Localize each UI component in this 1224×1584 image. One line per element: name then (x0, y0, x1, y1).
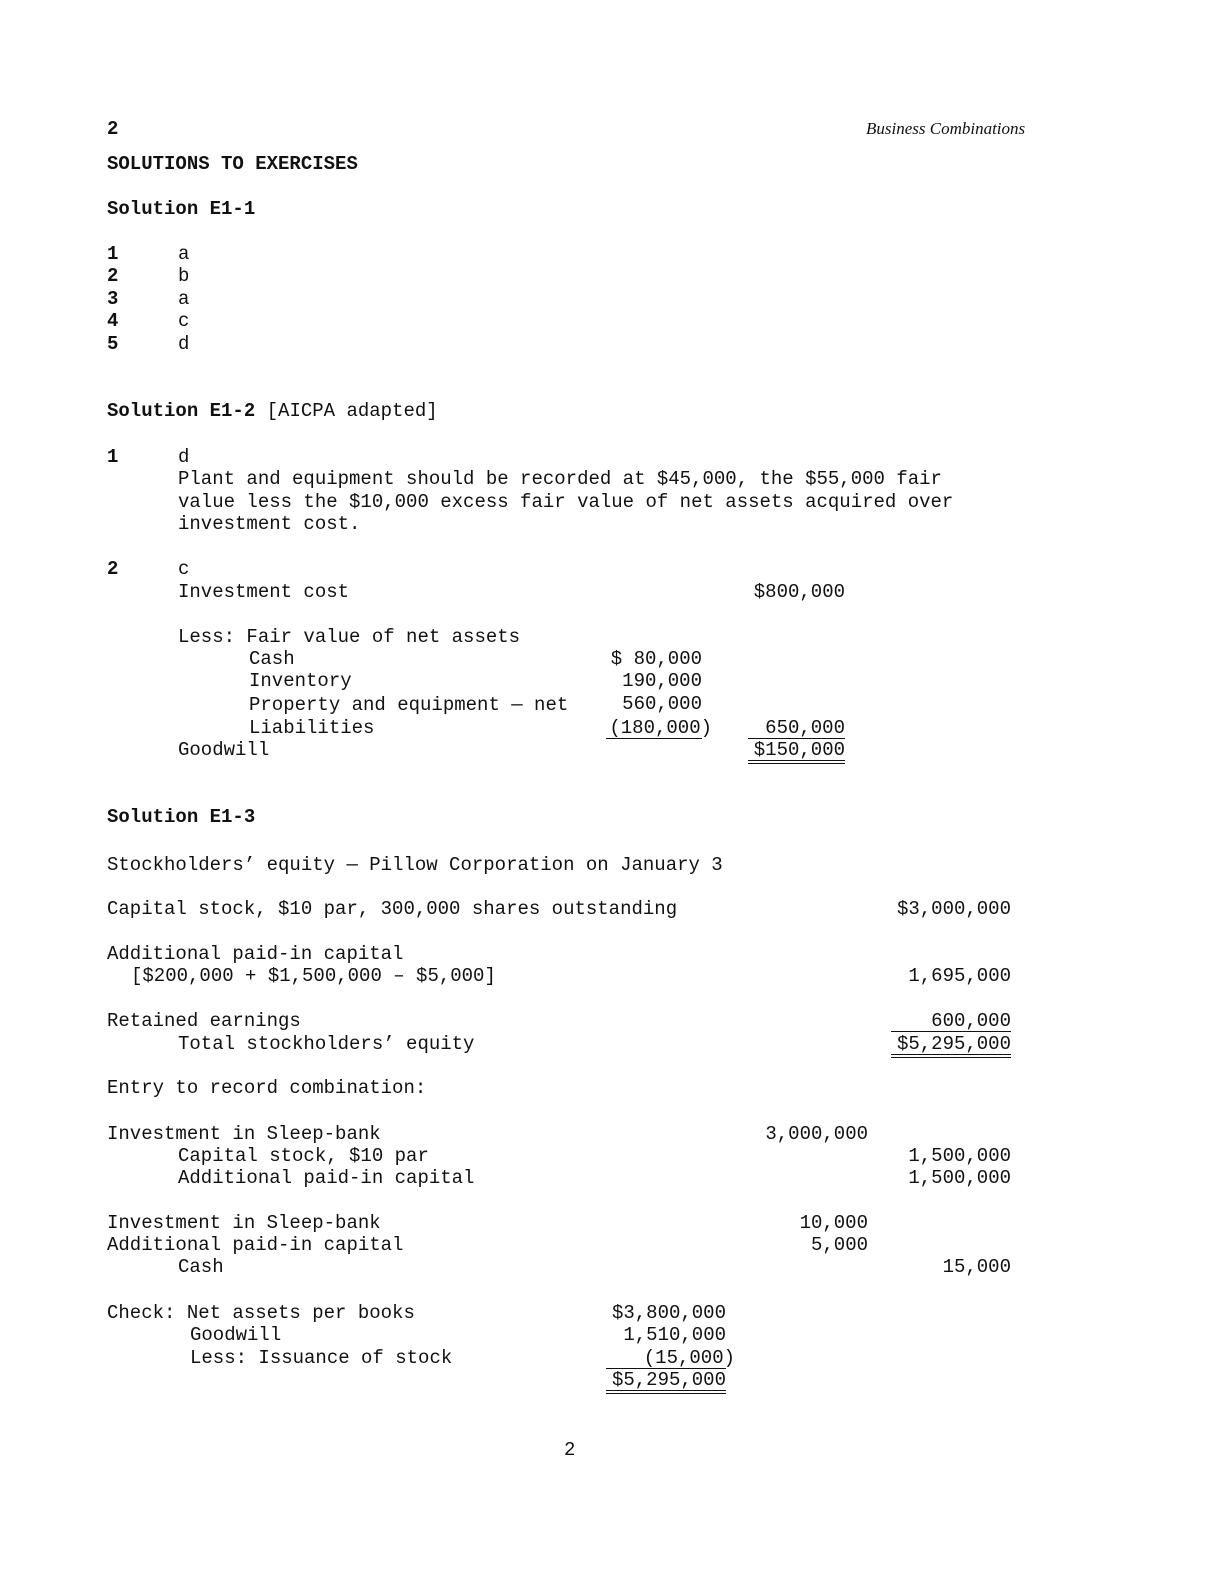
question-number: 4 (107, 310, 119, 332)
total-equity-label: Total stockholders’ equity (178, 1033, 475, 1055)
retained-earnings-value: 600,000 (931, 1010, 1011, 1032)
ppe-value: 560,000 (622, 693, 702, 715)
answer: c (178, 310, 190, 332)
liabilities-label: Liabilities (249, 717, 375, 739)
double-underline-rule (891, 1057, 1011, 1058)
cash-label: Cash (249, 648, 295, 670)
solution-e1-2-title-line (107, 400, 438, 422)
retained-earnings-label: Retained earnings (107, 1010, 301, 1032)
question-number: 1 (107, 243, 119, 265)
question-number: 1 (107, 446, 119, 468)
double-underline-rule (606, 1390, 726, 1391)
entry-heading: Entry to record combination: (107, 1077, 427, 1099)
investment-cost-value: $800,000 (753, 581, 845, 603)
double-underline-rule (606, 1393, 726, 1394)
page-number-footer: 2 (564, 1439, 576, 1461)
source-note: [AICPA adapted] (266, 400, 438, 422)
answer: a (178, 243, 190, 265)
inventory-label: Inventory (249, 670, 352, 692)
question-number: 2 (107, 265, 119, 287)
question-number: 2 (107, 558, 119, 580)
credit-label: Capital stock, $10 par (178, 1145, 429, 1167)
section-heading: SOLUTIONS TO EXERCISES (107, 153, 358, 175)
underline-rule (891, 1031, 1011, 1032)
net-assets-value: 650,000 (765, 717, 845, 739)
credit-value: 1,500,000 (908, 1167, 1011, 1189)
double-underline-rule (748, 760, 845, 761)
apic-label: Additional paid-in capital (107, 943, 404, 965)
question-number: 5 (107, 333, 119, 355)
ppe-label: Property and equipment — net (249, 694, 569, 716)
answer: d (178, 446, 190, 468)
equity-title: Stockholders’ equity — Pillow Corporation on January 3 (107, 854, 723, 876)
capital-stock-label: Capital stock, $10 par, 300,000 shares outstanding (107, 898, 678, 920)
check-label: Check: Net assets per books (107, 1302, 415, 1324)
check-label: Goodwill (190, 1324, 282, 1346)
check-value: $3,800,000 (611, 1302, 726, 1324)
double-underline-rule (891, 1054, 1011, 1055)
debit-value: 3,000,000 (765, 1123, 868, 1145)
explanation-line: value less the $10,000 excess fair value of net assets acquired over (178, 491, 954, 513)
underline-rule (606, 738, 702, 739)
solution-e1-3-title: Solution E1-3 (107, 806, 256, 828)
explanation-line: Plant and equipment should be recorded at $45,000, the $55,000 fair (178, 468, 942, 490)
less-fair-value-label: Less: Fair value of net assets (178, 626, 521, 648)
page-number-header: 2 (107, 118, 119, 140)
solution-e1-1-title: Solution E1-1 (107, 198, 256, 220)
credit-label: Additional paid-in capital (178, 1167, 475, 1189)
cash-value: $ 80,000 (610, 648, 702, 670)
capital-stock-value: $3,000,000 (896, 898, 1011, 920)
check-value: (15,000) (643, 1347, 735, 1369)
debit-value: 10,000 (799, 1212, 868, 1234)
check-label: Less: Issuance of stock (190, 1347, 453, 1369)
apic-calculation: [$200,000 + $1,500,000 – $5,000] (131, 965, 496, 987)
investment-cost-label: Investment cost (178, 581, 350, 603)
inventory-value: 190,000 (622, 670, 702, 692)
debit-label: Investment in Sleep-bank (107, 1212, 381, 1234)
total-equity-value: $5,295,000 (896, 1033, 1011, 1055)
check-total: $5,295,000 (611, 1369, 726, 1391)
check-value: 1,510,000 (623, 1324, 726, 1346)
solution-e1-2-title: Solution E1-2 (107, 400, 256, 422)
liabilities-value: (180,000) (609, 717, 712, 739)
double-underline-rule (748, 763, 845, 764)
explanation-line: investment cost. (178, 513, 361, 535)
credit-value: 15,000 (942, 1256, 1011, 1278)
debit-label: Additional paid-in capital (107, 1234, 404, 1256)
answer: a (178, 288, 190, 310)
credit-label: Cash (178, 1256, 224, 1278)
answer: b (178, 265, 190, 287)
answer: c (178, 558, 190, 580)
goodwill-value: $150,000 (753, 739, 845, 761)
running-title: Business Combinations (866, 119, 1026, 138)
goodwill-label: Goodwill (178, 739, 270, 761)
answer: d (178, 333, 190, 355)
debit-value: 5,000 (810, 1234, 868, 1256)
question-number: 3 (107, 288, 119, 310)
debit-label: Investment in Sleep-bank (107, 1123, 381, 1145)
credit-value: 1,500,000 (908, 1145, 1011, 1167)
apic-value: 1,695,000 (908, 965, 1011, 987)
